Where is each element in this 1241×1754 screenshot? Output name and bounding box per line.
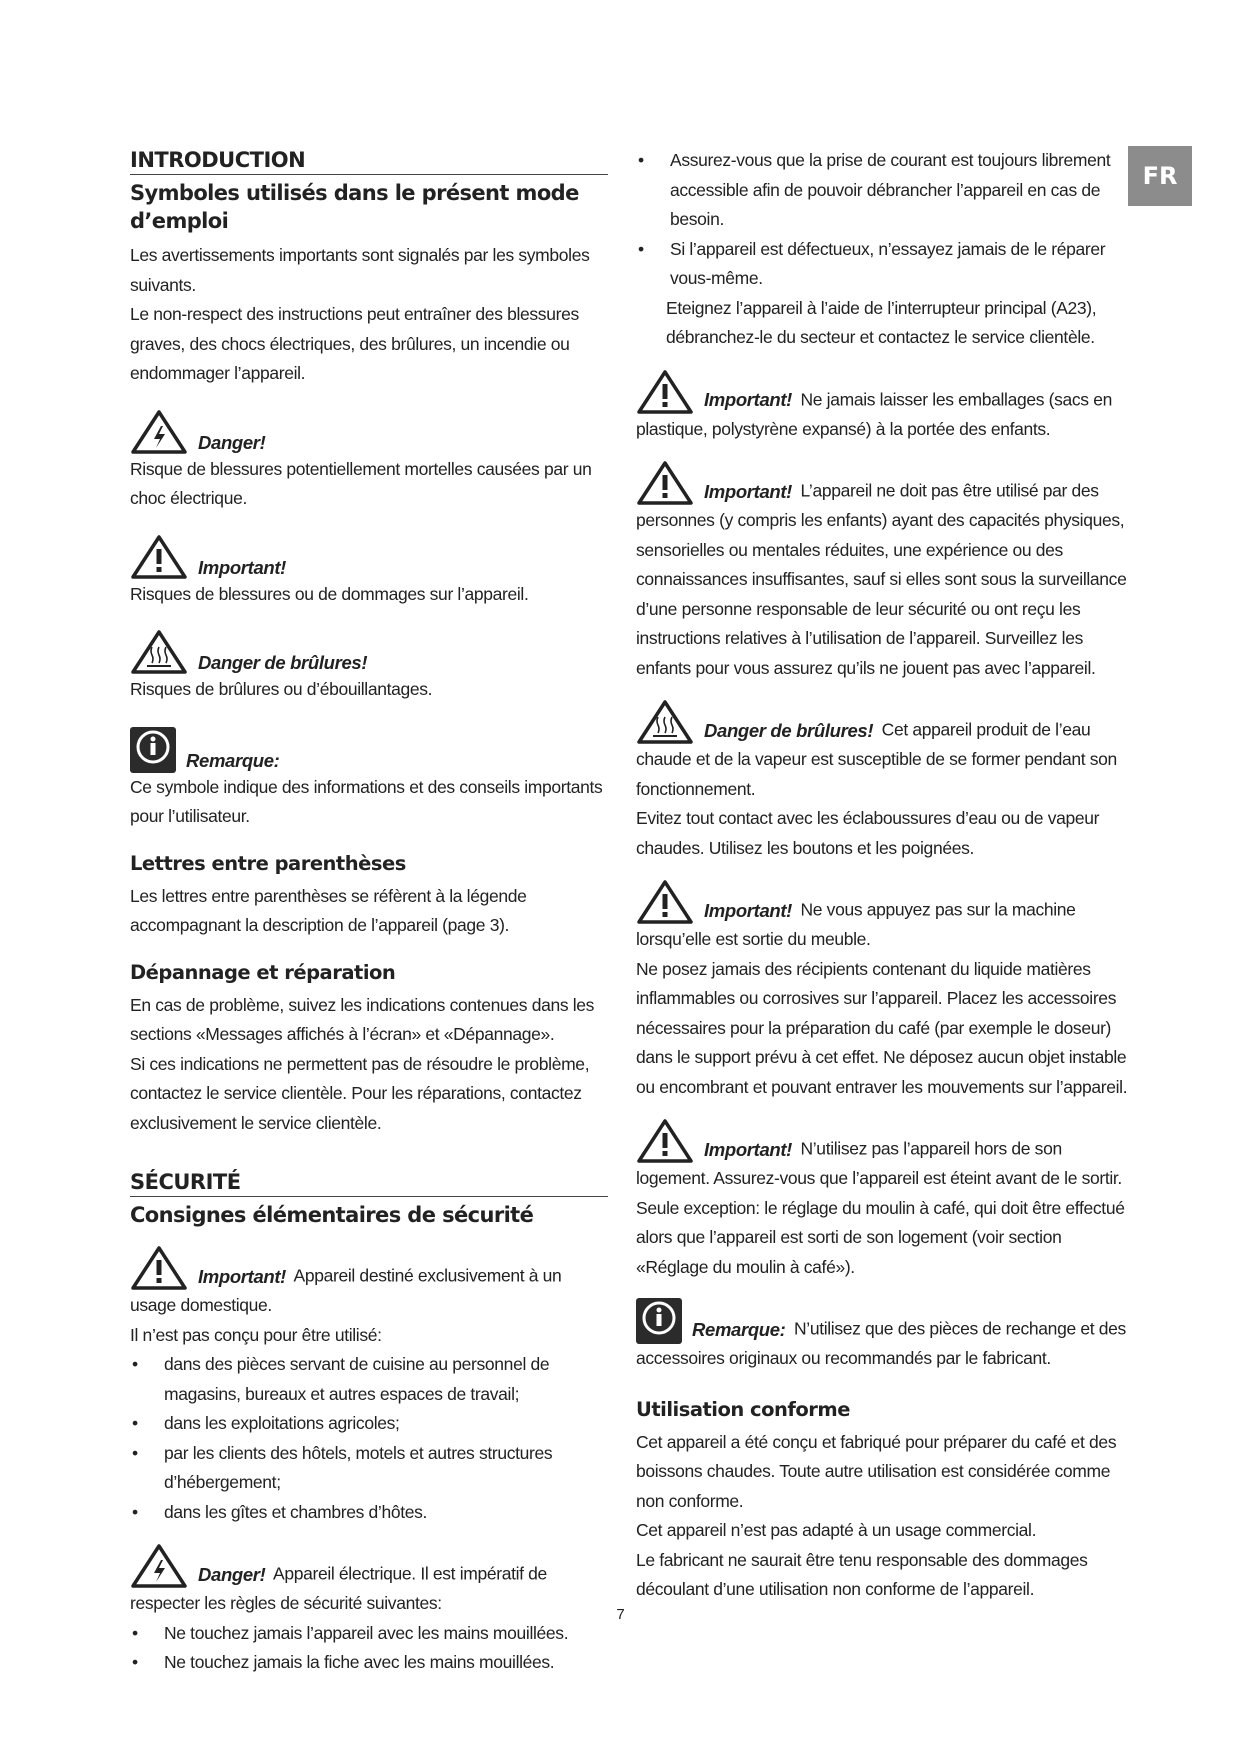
paragraph: En cas de problème, suivez les indications contenues dans les sections «Messages affichés à l’écran» et «Dépannage». (130, 994, 595, 1044)
warning-icon (130, 1245, 188, 1291)
heading-letters: Lettres entre parenthèses (130, 851, 406, 875)
important-domestic-block (130, 1245, 608, 1321)
page-number: 7 (616, 1606, 625, 1623)
list-item: • Ne touchez jamais l’appareil avec les mains mouillées. (130, 1619, 608, 1649)
subsection-title-basic-safety: Consignes élémentaires de sécurité (130, 1196, 608, 1229)
section-title-introduction: INTRODUCTION (130, 148, 306, 172)
paragraph: Le fabricant ne saurait être tenu responsable des dommages découlant d’une utilisation non conforme de l’appareil. (636, 1549, 1088, 1599)
list-item: • dans les exploitations agricoles; (130, 1409, 608, 1439)
note-symbol-row (130, 721, 608, 773)
access-list (636, 146, 1128, 294)
paragraph: Risques de brûlures ou d’ébouillantages. (130, 679, 433, 699)
important-housing-block (636, 1118, 1128, 1282)
paragraph: Appareil électrique. Il est impératif de respecter les règles de sécurité suivantes: (130, 1563, 547, 1613)
paragraph: Cet appareil n’est pas adapté à un usage commercial. (636, 1520, 1037, 1540)
note-spare-parts-block (636, 1298, 1128, 1374)
paragraph: Cet appareil a été conçu et fabriqué pour préparer du café et des boissons chaudes. Toute autre utilisation est considérée comme non conforme. (636, 1431, 1117, 1511)
burn-danger-label: Danger de brûlures! (198, 652, 368, 673)
paragraph: Appareil destiné exclusivement à un usage domestique. (130, 1265, 562, 1315)
not-designed-list (130, 1350, 608, 1527)
info-icon (636, 1298, 682, 1344)
burn-danger-label: Danger de brûlures! (704, 719, 874, 741)
important-label: Important! (198, 556, 286, 578)
electric-danger-icon (130, 409, 188, 455)
important-label: Important! (704, 1138, 792, 1160)
heading-intended-use: Utilisation conforme (636, 1397, 850, 1421)
paragraph: Cet appareil produit de l’eau chaude et de la vapeur est susceptible de se former pendant son fonctionnement. (636, 719, 1117, 799)
paragraph: Si ces indications ne permettent pas de résoudre le problème, contactez le service clientèle. Pour les réparations, contactez exclusivement le service clientèle. (130, 1053, 590, 1133)
paragraph: Les lettres entre parenthèses se réfèrent à la légende accompagnant la description de l’appareil (page 3). (130, 885, 527, 935)
heading-repair: Dépannage et réparation (130, 960, 396, 984)
paragraph: Risques de blessures ou de dommages sur l’appareil. (130, 583, 529, 604)
list-item: • dans des pièces servant de cuisine au personnel de magasins, bureaux et autres espaces de travail; (130, 1350, 608, 1409)
paragraph: Le non-respect des instructions peut entraîner des blessures graves, des chocs électriques, des brûlures, un incendie ou endommager l’appareil. (130, 304, 579, 383)
paragraph: Eteignez l’appareil à l’aide de l’interrupteur principal (A23), débranchez-le du secteur et contactez le service clientèle. (666, 297, 1097, 347)
paragraph: Ne posez jamais des récipients contenant du liquide matières inflammables ou corrosives sur l’appareil. Placez les accessoires nécessaires pour la préparation du café (par exemple le doseur) dans le support prévu à cet effet. Ne déposez aucun objet instable ou encombrant et pouvant entraver les mouvements sur l’appareil. (636, 958, 1128, 1097)
electric-danger-icon (130, 1543, 188, 1589)
paragraph: L’appareil ne doit pas être utilisé par des personnes (y compris les enfants) ayant des capacités physiques, sensorielles ou mentales réduites, une expérience ou des connaissances insuffisantes, sauf si elles sont sous la surveillance d’une personne responsable de leur sécurité ou ont reçu les instructions relatives à l’utilisation de l’appareil. Surveillez les enfants pour vous assurez qu’ils ne jouent pas avec l’appareil. (636, 480, 1127, 678)
left-column (130, 146, 608, 1678)
danger-symbol-row (130, 405, 608, 455)
important-persons-block (636, 460, 1128, 683)
list-item: • dans les gîtes et chambres d’hôtes. (130, 1498, 608, 1528)
important-lean-block (636, 879, 1128, 955)
paragraph: N’utilisez pas l’appareil hors de son logement. Assurez-vous que l’appareil est éteint avant de le sortir. Seule exception: le réglage du moulin à café, qui doit être effectué alors que l’appareil est sorti de son logement (voir section «Réglage du moulin à café»). (636, 1138, 1125, 1277)
section-title-security: SÉCURITÉ (130, 1170, 241, 1194)
warning-icon (636, 1118, 694, 1164)
warning-icon (130, 534, 188, 580)
danger-label: Danger! (198, 431, 266, 453)
hot-surface-icon (130, 629, 188, 675)
language-tab: FR (1128, 146, 1192, 206)
subsection-title-symbols: Symboles utilisés dans le présent mode d’emploi (130, 174, 608, 235)
right-column (636, 146, 1128, 1605)
paragraph: Ne vous appuyez pas sur la machine lorsqu’elle est sortie du meuble. (636, 899, 1076, 949)
note-label: Remarque: (186, 749, 280, 771)
burn-symbol-row (130, 625, 608, 675)
list-item: • Si l’appareil est défectueux, n’essayez jamais de le réparer vous-même. (636, 235, 1128, 294)
important-label: Important! (198, 1265, 286, 1287)
note-label: Remarque: (692, 1318, 786, 1340)
list-item: • par les clients des hôtels, motels et autres structures d’hébergement; (130, 1439, 608, 1498)
list-item: • Ne touchez jamais la fiche avec les mains mouillées. (130, 1648, 608, 1678)
danger-label: Danger! (198, 1563, 266, 1585)
paragraph: Il n’est pas conçu pour être utilisé: (130, 1324, 382, 1345)
paragraph: Ne jamais laisser les emballages (sacs en plastique, polystyrène expansé) à la portée des enfants. (636, 389, 1112, 439)
important-packaging-block (636, 369, 1128, 445)
important-label: Important! (704, 389, 792, 410)
paragraph: Ce symbole indique des informations et des conseils importants pour l’utilisateur. (130, 776, 603, 826)
paragraph: N’utilisez que des pièces de rechange et des accessoires originaux ou recommandés par le fabricant. (636, 1318, 1126, 1368)
warning-icon (636, 460, 694, 506)
paragraph: Les avertissements importants sont signalés par les symboles suivants. (130, 245, 590, 295)
hot-surface-icon (636, 699, 694, 745)
warning-icon (636, 369, 694, 415)
paragraph: Evitez tout contact avec les éclaboussures d’eau ou de vapeur chaudes. Utilisez les boutons et les poignées. (636, 808, 1100, 858)
burn-danger-block (636, 699, 1128, 804)
info-icon (130, 727, 176, 773)
paragraph: Risque de blessures potentiellement mortelles causées par un choc électrique. (130, 458, 592, 508)
list-item: • Assurez-vous que la prise de courant est toujours librement accessible afin de pouvoir débrancher l’appareil en cas de besoin. (636, 146, 1128, 235)
warning-icon (636, 879, 694, 925)
important-label: Important! (704, 480, 792, 502)
electric-rules-list (130, 1619, 608, 1678)
important-symbol-row (130, 530, 608, 580)
important-label: Important! (704, 899, 792, 921)
